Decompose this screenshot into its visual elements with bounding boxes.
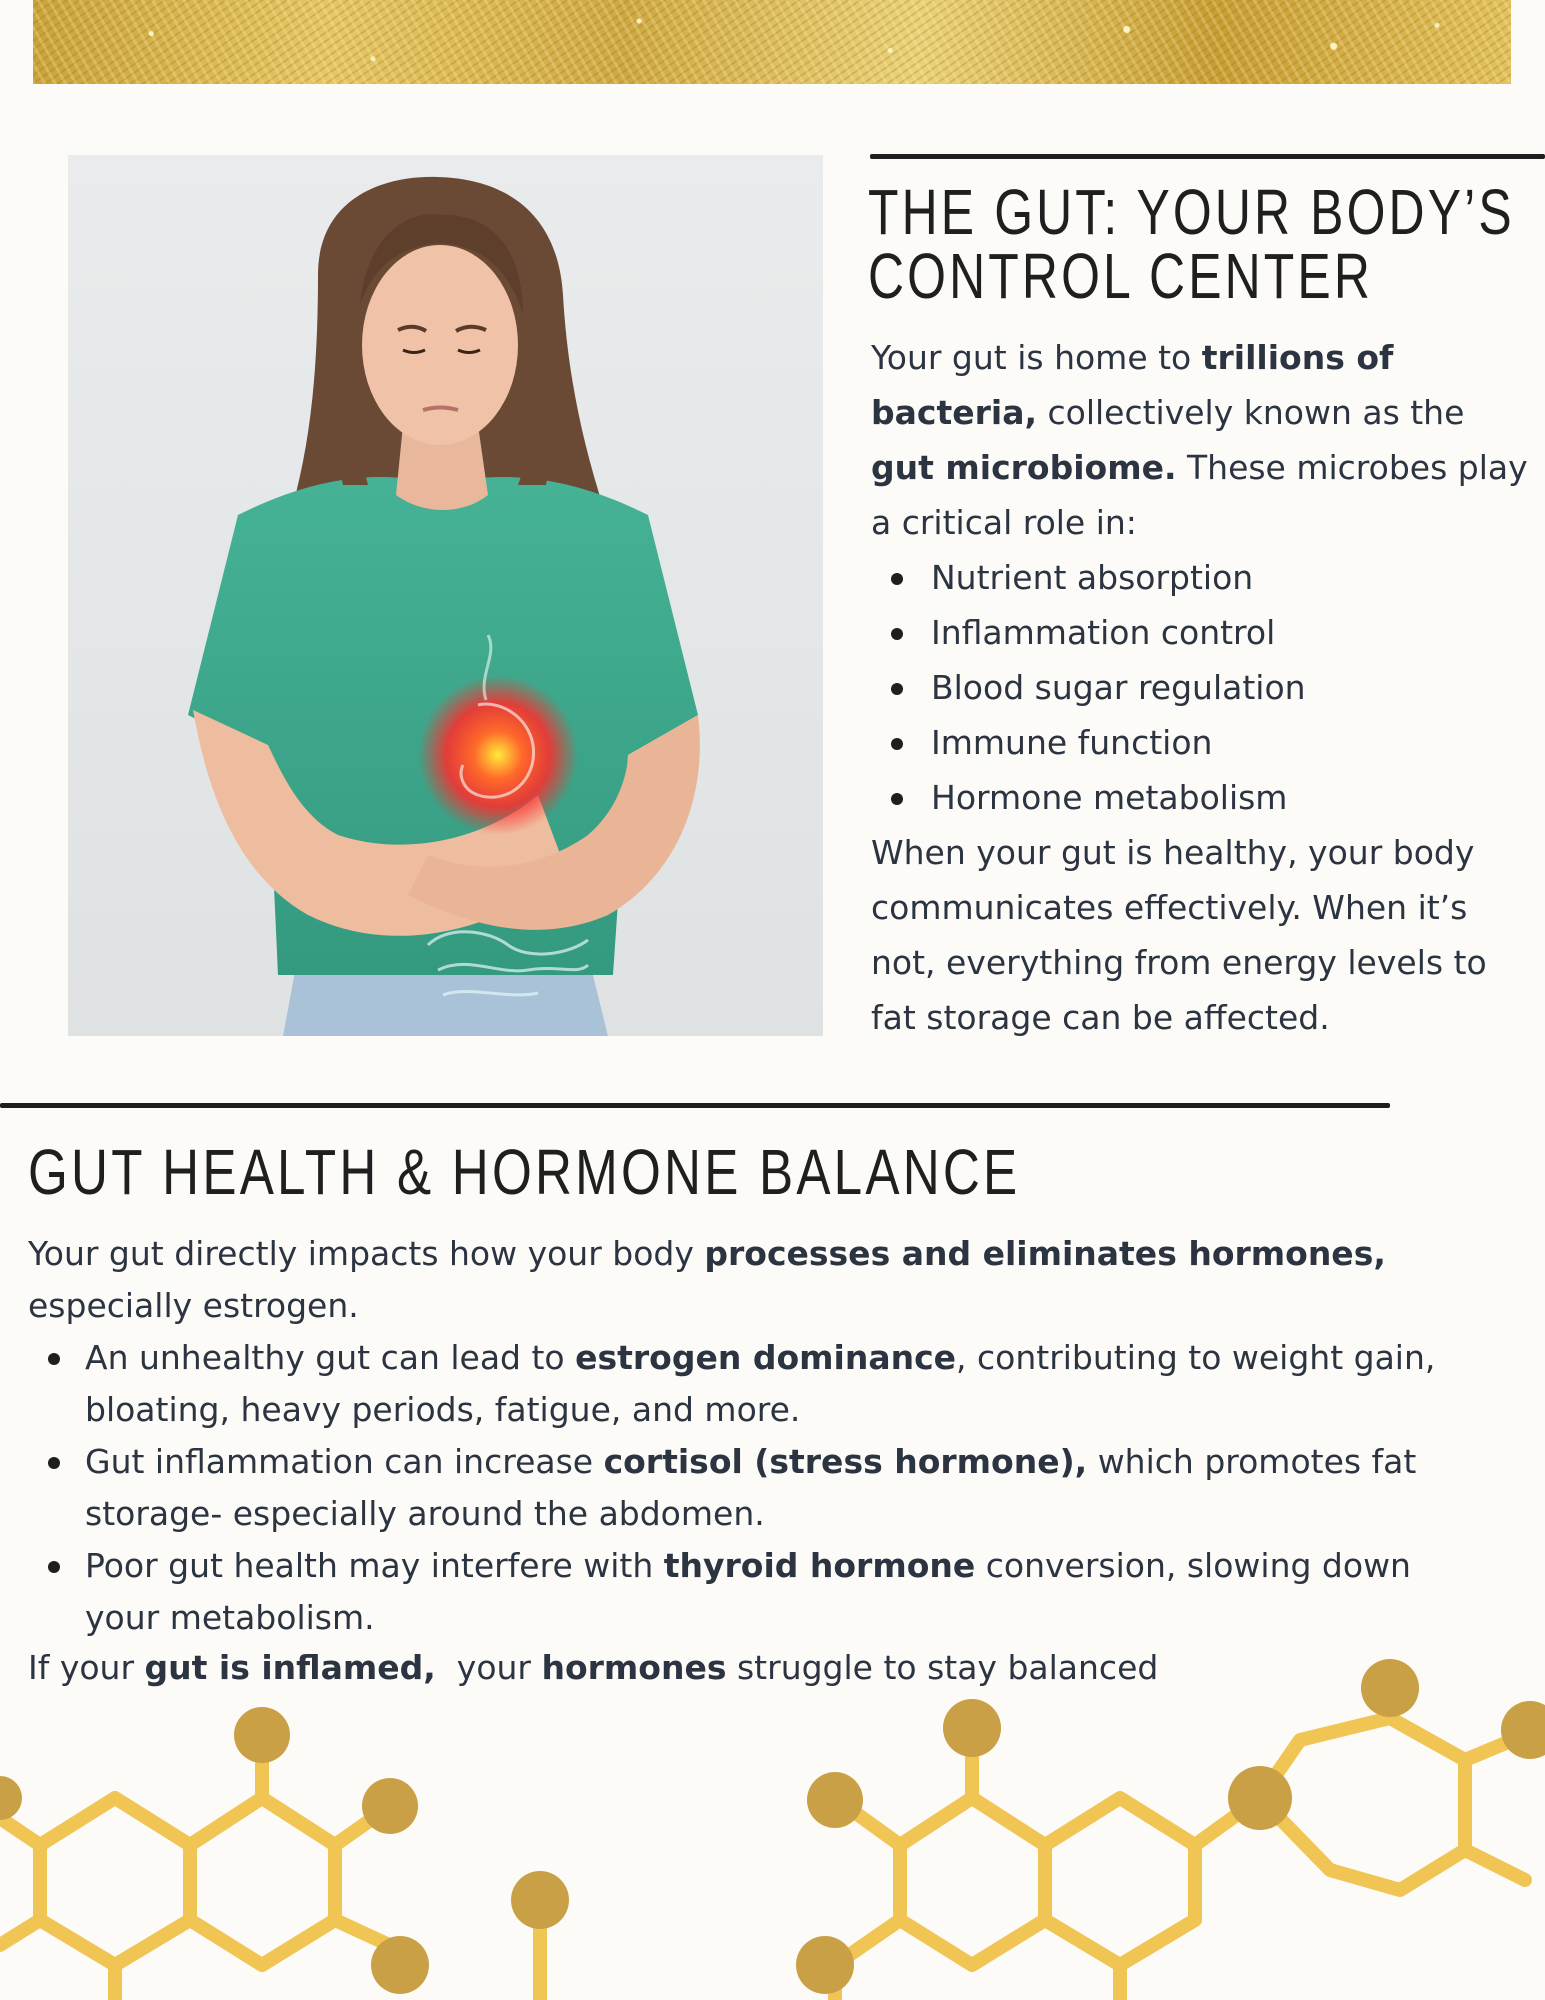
section-title-gut-control-center [868,176,1539,312]
list-item: Hormone metabolism [871,770,1306,825]
hormone-intro-paragraph [28,1228,1468,1332]
hormone-effects-list [28,1332,1468,1644]
bullet-text: Gut inflammation can increase [85,1442,604,1481]
closing-text-2: your [435,1648,542,1687]
outro-paragraph: When your gut is healthy, your body communicates effectively. When it’s not, everything from energy levels to fat storage can be affected. [871,833,1487,1037]
list-item [28,1436,1468,1540]
para-text-2: especially estrogen. [28,1286,359,1325]
title-line-2: CONTROL CENTER [868,240,1374,312]
bullet-bold: estrogen dominance [575,1338,957,1377]
bullet-text: Poor gut health may interfere with [85,1546,664,1585]
intro-paragraph [871,330,1531,550]
gold-glitter-banner [33,0,1511,84]
para-text-1: Your gut directly impacts how your body [28,1234,705,1273]
middle-divider-line [0,1103,1390,1108]
title-line-1: THE GUT: YOUR BODY’S [868,176,1515,248]
section-title-hormone-balance: GUT HEALTH & HORMONE BALANCE [28,1136,1021,1208]
intro-text-2: collectively known as the [1037,393,1465,432]
intro-bold-1: trillions of bacteria, [871,338,1394,432]
list-item: Inflammation control [871,605,1306,660]
list-item: Immune function [871,715,1306,770]
closing-bold-1: gut is inflamed, [144,1648,436,1687]
bullet-bold: cortisol (stress hormone), [603,1442,1088,1481]
intro-text-1: Your gut is home to [871,338,1202,377]
para-bold-1: processes and eliminates hormones, [704,1234,1386,1273]
top-divider-line [870,154,1545,159]
gut-roles-list [871,550,1306,825]
intro-bold-2: gut microbiome. [871,448,1177,487]
list-item: Blood sugar regulation [871,660,1306,715]
closing-text-3: struggle to stay balanced [726,1648,1159,1687]
intro-text-3: These microbes play a critical role in: [871,448,1528,542]
bullet-bold: thyroid hormone [663,1546,976,1585]
list-item: Nutrient absorption [871,550,1306,605]
bullet-text: An unhealthy gut can lead to [85,1338,576,1377]
woman-stomach-pain-photo [68,155,823,1036]
list-item [28,1332,1468,1436]
closing-text-1: If your [28,1648,145,1687]
bullet-text: which promotes fat storage- especially around the abdomen. [85,1442,1417,1533]
closing-bold-2: hormones [541,1648,727,1687]
bullet-text: , contributing to weight gain, bloating, heavy periods, fatigue, and more. [85,1338,1436,1429]
molecule-decoration [0,1620,1545,2000]
bullet-text: conversion, slowing down your metabolism. [85,1546,1411,1637]
